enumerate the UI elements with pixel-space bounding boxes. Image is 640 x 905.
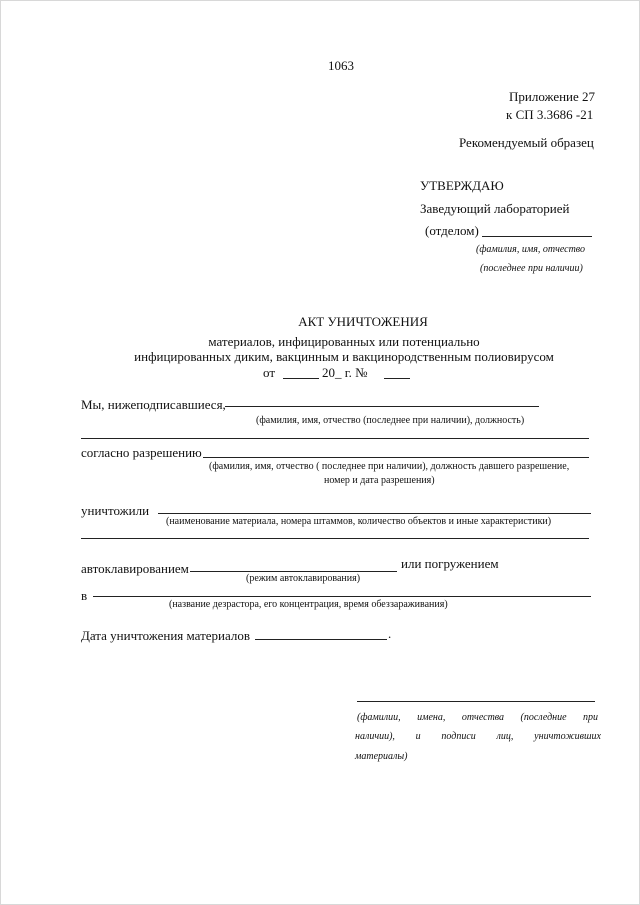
appendix-number: Приложение 27 <box>509 89 596 104</box>
signature-hint-word: наличии), <box>355 731 395 742</box>
approve-position: Заведующий лабораторией <box>420 201 570 216</box>
signature-hint-word: при <box>582 712 598 723</box>
signature-hint-word: уничтоживших <box>534 731 601 742</box>
destruction-date-label: Дата уничтожения материалов <box>81 628 251 643</box>
signature-hint-row-2 <box>355 731 601 742</box>
sample-label: Рекомендуемый образец <box>459 135 594 150</box>
page-number: 1063 <box>328 58 354 73</box>
destroyed-hint: (наименование материала, номера штаммов, количество объектов и иные характеристики) <box>166 516 552 527</box>
we-hint: (фамилия, имя, отчество (последнее при наличии), должность) <box>256 415 525 426</box>
act-date-from: от <box>263 365 276 380</box>
disinfectant-hint: (название дезрастора, его концентрация, время обеззараживания) <box>169 599 448 610</box>
act-subtitle-2: инфицированных диким, вакцинным и вакцинородственным полиовирусом <box>134 349 554 364</box>
permission-label: согласно разрешению <box>81 445 202 460</box>
we-extra-line[interactable] <box>81 438 589 439</box>
autoclave-field-line[interactable] <box>190 571 397 572</box>
signature-hint-word: (фамилии, <box>357 712 401 723</box>
we-label: Мы, нижеподписавшиеся, <box>81 397 226 412</box>
signature-hint-word: имена, <box>417 712 446 723</box>
destroyed-field-line[interactable] <box>158 513 591 514</box>
autoclave-hint: (режим автоклавирования) <box>246 573 361 584</box>
signature-hint-word: подписи <box>441 731 476 742</box>
act-number-blank[interactable] <box>384 378 410 379</box>
permission-hint-2: номер и дата разрешения) <box>324 475 435 486</box>
signature-hint-word: лиц, <box>496 731 514 742</box>
destruction-date-dot: . <box>388 626 392 641</box>
permission-hint-1: (фамилия, имя, отчество ( последнее при наличии), должность давшего разрешение, <box>209 461 570 472</box>
destroyed-extra-line[interactable] <box>81 538 589 539</box>
approve-hint-1: (фамилия, имя, отчество <box>476 244 586 255</box>
act-subtitle-1: материалов, инфицированных или потенциально <box>208 334 480 349</box>
approve-dept: (отделом) <box>425 223 479 238</box>
signature-line[interactable] <box>357 701 595 702</box>
destroyed-label: уничтожили <box>81 503 150 518</box>
act-title: АКТ УНИЧТОЖЕНИЯ <box>298 314 428 329</box>
approver-name-line[interactable] <box>482 236 592 237</box>
signature-hint-word: (последние <box>520 712 567 723</box>
disinfectant-field-line[interactable] <box>93 596 591 597</box>
autoclave-label: автоклавированием <box>81 561 189 576</box>
permission-field-line[interactable] <box>203 457 589 458</box>
signature-hint-word: отчества <box>461 712 505 723</box>
in-label: в <box>81 588 88 603</box>
immersion-label: или погружением <box>401 556 499 571</box>
approve-title: УТВЕРЖДАЮ <box>420 178 504 193</box>
signature-hint-row-3: материалы) <box>355 751 408 762</box>
signature-hint-word: и <box>415 731 421 742</box>
approve-hint-2: (последнее при наличии) <box>480 263 583 274</box>
we-field-line[interactable] <box>225 406 539 407</box>
destruction-date-line[interactable] <box>255 639 387 640</box>
appendix-reference: к СП 3.3686 -21 <box>506 107 594 122</box>
signature-hint-row-1 <box>357 712 598 723</box>
act-date-year: 20_ г. № <box>322 365 368 380</box>
act-date-blank[interactable] <box>283 378 319 379</box>
